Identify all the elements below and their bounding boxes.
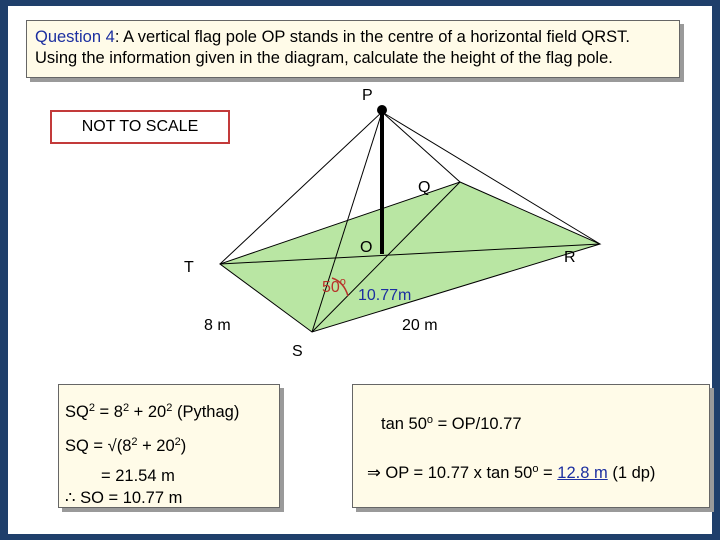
working-line-4: ∴ SO = 10.77 m	[65, 489, 183, 507]
question-text-2: Using the information given in the diagram, calculate the height of the flag pole.	[35, 49, 613, 67]
working-line-2: SQ = $√(8^2 + 20^2)$	[65, 436, 187, 455]
implies-symbol: ⇒	[367, 464, 381, 482]
angle-label: 50$^o$	[322, 276, 346, 296]
label-o: O	[360, 239, 373, 256]
label-r: R	[564, 249, 576, 266]
label-s: S	[292, 343, 303, 360]
working-line-1: $SQ^2 = 8^2 + 20^2$ (Pythag)	[65, 402, 240, 421]
therefore-symbol: ∴	[65, 489, 76, 507]
point-p	[377, 105, 387, 115]
question-number: Question 4	[35, 28, 115, 46]
edge-pq	[382, 112, 460, 182]
label-t: T	[184, 259, 194, 276]
not-to-scale-note: NOT TO SCALE	[50, 110, 230, 144]
field-qrst	[220, 182, 600, 332]
side-sr-label: 20 m	[402, 317, 438, 334]
so-length-label: 10.77m	[358, 287, 412, 304]
label-q: Q	[418, 179, 431, 196]
final-answer: 12.8 m	[557, 464, 608, 482]
label-p: P	[362, 87, 373, 104]
working-right-line-2: ⇒ OP = 10.77 x $\tan 50^o = 12.8$ m (1 dp)	[367, 463, 656, 482]
slide	[8, 6, 712, 534]
working-line-3: = 21.54 m	[101, 467, 175, 485]
side-st-label: 8 m	[204, 317, 231, 334]
working-left-box	[58, 384, 280, 508]
question-text-1: : A vertical flag pole OP stands in the centre of a horizontal field QRST.	[114, 28, 630, 46]
working-right-line-1: $\tan 50^o = OP/10.77$	[381, 414, 522, 433]
working-right-box	[352, 384, 710, 508]
